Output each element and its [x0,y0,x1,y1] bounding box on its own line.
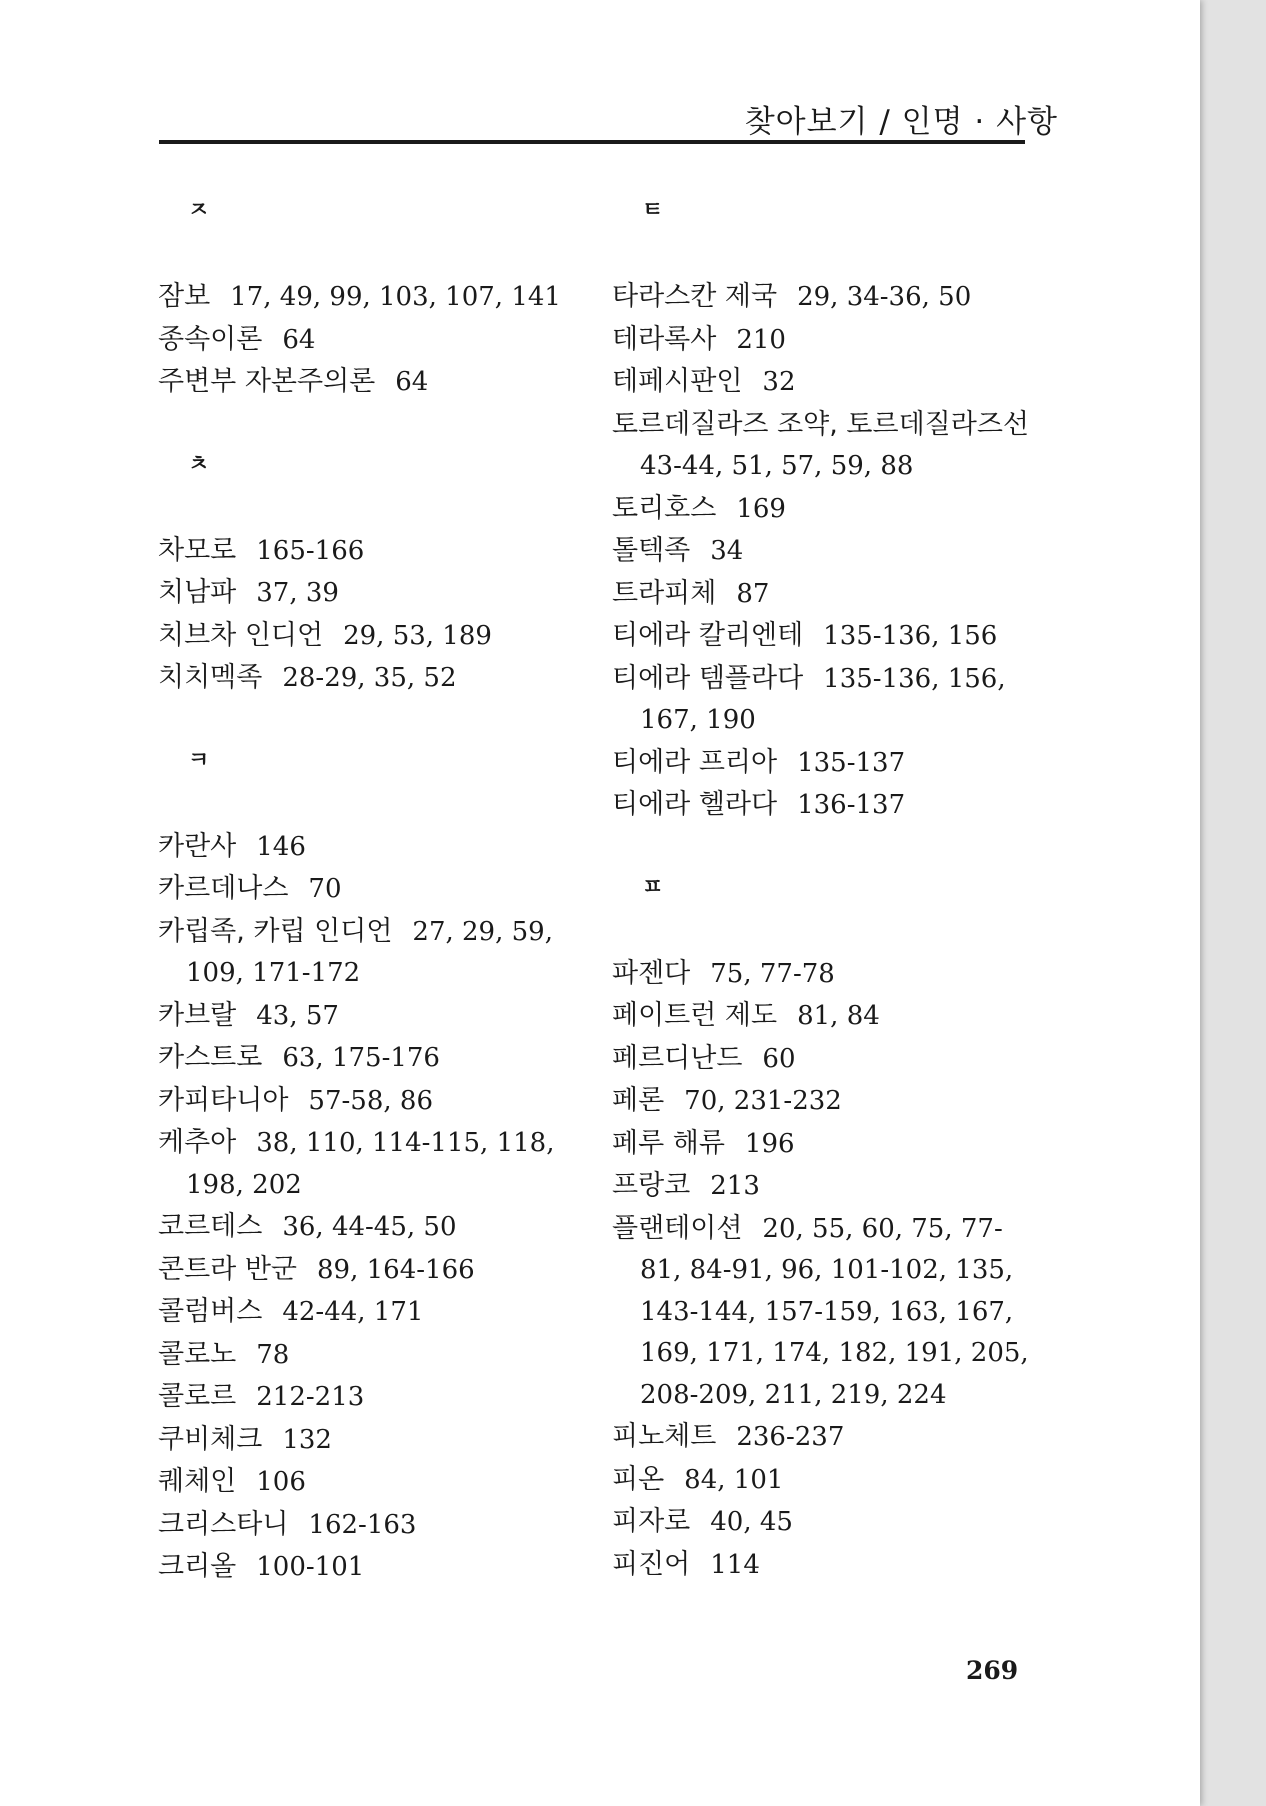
index-pages: 17, 49, 99, 103, 107, 141 [230,282,561,312]
index-term: 차모로 [158,534,237,566]
index-term: 피진어 [612,1548,691,1580]
index-pages: 100-101 [256,1552,365,1582]
index-entry [158,1419,598,1462]
index-pages: 70 [308,874,342,904]
index-term: 트라피체 [612,577,717,609]
index-term: 타라스칸 제국 [612,281,778,312]
index-term: 티에라 템플라다 [612,662,804,694]
index-entry [612,658,1052,701]
index-entry [158,1122,598,1165]
index-entry [612,1208,1052,1251]
index-term: 테라록사 [612,323,717,355]
index-pages: 28-29, 35, 52 [282,663,457,693]
index-entry [612,615,1052,658]
index-entry [612,1080,1052,1123]
index-entry [158,361,598,404]
index-section-heading: ㅍ [642,874,664,900]
index-term: 티에라 헬라다 [612,789,778,820]
index-section-heading: ㅈ [188,198,210,223]
index-pages: 146 [256,831,306,862]
index-term: 카립족, 카립 인디언 [158,915,393,947]
index-pages: 89, 164-166 [317,1254,475,1285]
index-pages-continuation: 109, 171-172 [186,958,361,988]
index-term: 크리스타니 [158,1508,289,1540]
index-entry [158,1504,598,1547]
index-entry [612,319,1052,362]
index-pages: 29, 53, 189 [343,620,492,651]
index-entry [612,742,1052,785]
index-pages: 32 [762,367,796,397]
index-pages: 63, 175-176 [282,1043,440,1073]
index-term: 코르테스 [158,1211,263,1242]
index-pages-continuation: 43-44, 51, 57, 59, 88 [640,451,914,481]
index-pages: 210 [736,324,786,355]
index-term: 토리호스 [612,492,717,524]
index-pages: 135-136, 156 [823,621,998,651]
index-pages: 29, 34-36, 50 [797,282,972,312]
index-entry [158,657,598,700]
index-term: 치브차 인디언 [158,619,324,651]
index-pages: 162-163 [308,1509,417,1540]
index-pages: 213 [710,1171,760,1201]
header-rule [159,140,1025,144]
index-term: 프랑코 [612,1170,691,1201]
index-pages: 64 [395,367,429,397]
index-term: 피노체트 [612,1421,717,1452]
index-column-right [612,190,1052,1586]
index-pages: 135-136, 156, [823,663,1006,694]
index-entry [612,784,1052,827]
running-header: 찾아보기 / 인명 · 사항 [744,104,1058,140]
index-entry [612,1165,1052,1208]
index-entry [158,530,598,573]
index-pages: 36, 44-45, 50 [282,1212,457,1242]
index-entry [158,1334,598,1377]
index-pages: 20, 55, 60, 75, 77- [762,1213,1003,1244]
index-pages: 84, 101 [684,1464,784,1495]
index-term: 토르데질라즈 조약, 토르데질라즈선 [612,408,1029,440]
index-term: 티에라 프리아 [612,746,778,778]
index-term: 카브랄 [158,999,237,1031]
index-term: 퀘체인 [158,1466,237,1497]
index-pages: 37, 39 [256,578,339,608]
index-pages: 40, 45 [710,1507,793,1537]
index-pages: 212-213 [256,1382,365,1412]
index-term: 카스트로 [158,1042,263,1073]
index-pages: 236-237 [736,1422,845,1452]
index-column-left [158,190,598,1589]
index-pages: 27, 29, 59, [412,916,553,947]
index-term: 파젠다 [612,957,691,989]
index-entry [158,826,598,869]
index-pages: 136-137 [797,790,906,820]
index-entry [158,1461,598,1504]
index-pages: 114 [710,1549,760,1580]
index-pages: 70, 231-232 [684,1086,842,1116]
index-pages: 132 [282,1424,332,1455]
index-term: 티에라 칼리엔테 [612,620,804,651]
index-entry [612,1416,1052,1459]
index-entry [158,276,598,319]
index-entry [612,276,1052,319]
index-entry [612,1544,1052,1587]
index-term: 피자로 [612,1506,691,1537]
index-entry [158,1249,598,1292]
index-entry [158,1037,598,1080]
index-entry [158,868,598,911]
index-entry [612,1038,1052,1081]
index-term: 잠보 [158,281,211,312]
index-pages: 106 [256,1467,306,1497]
page-number: 269 [966,1656,1019,1685]
index-entry [612,1501,1052,1544]
index-term: 피온 [612,1463,665,1495]
index-term: 카피타니아 [158,1084,289,1116]
index-pages: 42-44, 171 [282,1297,424,1327]
index-entry [612,530,1052,573]
index-term: 페이트런 제도 [612,1000,778,1031]
index-entry [612,404,1052,447]
index-pages: 75, 77-78 [710,958,835,989]
index-entry [158,615,598,658]
index-pages: 81, 84 [797,1001,880,1031]
index-pages: 169 [736,493,786,524]
index-entry [612,361,1052,404]
index-section-heading: ㅊ [188,451,210,477]
index-pages-continuation: 81, 84-91, 96, 101-102, 135, [640,1255,1014,1285]
index-term: 페르디난드 [612,1042,743,1074]
index-term: 쿠비체크 [158,1423,263,1455]
index-entry [158,911,598,954]
index-pages-continuation: 169, 171, 174, 182, 191, 205, [640,1338,1029,1368]
index-pages: 87 [736,578,770,609]
index-term: 플랜테이션 [612,1212,743,1244]
index-entry [158,1376,598,1419]
index-entry [158,1291,598,1334]
index-entry [612,953,1052,996]
index-entry [612,1459,1052,1502]
index-entry [158,1206,598,1249]
index-term: 콜럼버스 [158,1296,263,1327]
index-section-heading: ㅌ [642,198,664,223]
index-entry [612,573,1052,616]
index-term: 테페시판인 [612,366,743,397]
index-entry [612,488,1052,531]
index-entry [612,1123,1052,1166]
index-term: 크리올 [158,1551,237,1582]
index-pages: 64 [282,324,316,355]
index-pages: 38, 110, 114-115, 118, [256,1128,555,1158]
index-pages-continuation: 143-144, 157-159, 163, 167, [640,1296,1014,1327]
index-entry [158,572,598,615]
index-pages-continuation: 208-209, 211, 219, 224 [640,1379,947,1410]
index-term: 종속이론 [158,323,263,355]
index-pages: 135-137 [797,747,906,778]
index-pages: 43, 57 [256,1000,339,1031]
index-section-heading: ㅋ [188,747,210,773]
index-term: 콜로노 [158,1338,237,1370]
index-pages: 196 [744,1128,795,1159]
index-term: 페루 해류 [612,1127,725,1159]
index-entry [612,995,1052,1038]
index-pages-continuation: 167, 190 [640,705,756,735]
index-term: 주변부 자본주의론 [158,366,376,397]
index-term: 톨텍족 [612,535,691,566]
index-term: 콜로르 [158,1381,237,1412]
index-term: 카란사 [158,830,237,862]
index-entry [158,1080,598,1123]
index-pages: 60 [762,1043,796,1074]
index-term: 치치멕족 [158,662,263,693]
index-pages: 34 [710,536,744,566]
index-pages: 165-166 [256,535,365,566]
index-entry [158,319,598,362]
index-term: 페론 [612,1085,665,1116]
index-term: 케추아 [158,1127,237,1158]
index-pages-continuation: 198, 202 [186,1169,302,1200]
index-term: 콘트라 반군 [158,1253,297,1285]
index-term: 치남파 [158,577,237,608]
index-pages: 78 [256,1339,290,1370]
index-pages: 57-58, 86 [308,1085,433,1116]
index-term: 카르데나스 [158,873,289,904]
index-entry [158,995,598,1038]
index-entry [158,1546,598,1589]
